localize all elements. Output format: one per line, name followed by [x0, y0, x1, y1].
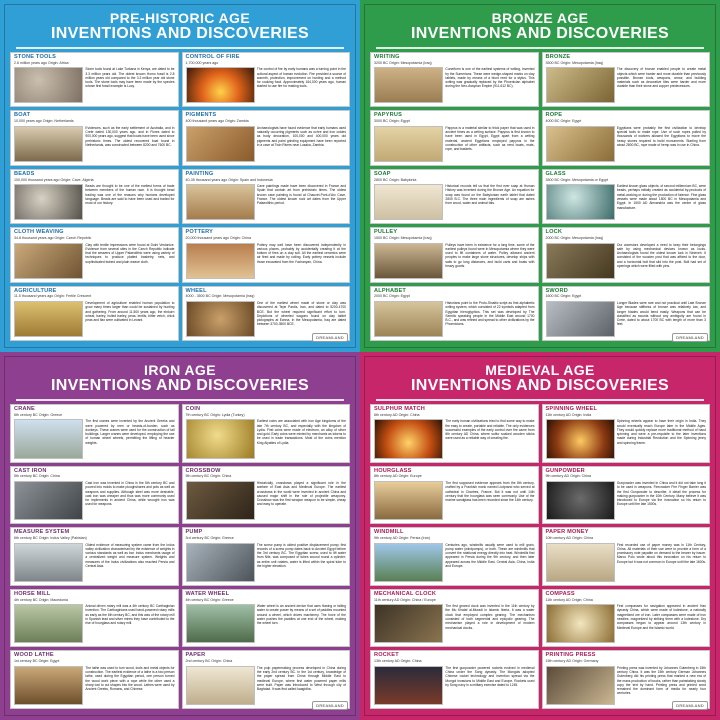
title-divider — [16, 47, 344, 49]
card-title: ALPHABET — [374, 287, 407, 294]
publisher-logo: DREAMLAND — [312, 701, 348, 710]
card-description: First compasses for navigation appeared in ancient Han dynasty China, which were made of lodestone, a naturally magnetized ore of iron. Later compasses were made of iron needles, magnetized by striking them with a lodestone. Dry compasses began to appear around 13th century in Medieval Europe and the Islamic world. — [616, 604, 706, 630]
card-crossbow[interactable] — [182, 466, 351, 525]
card-coin[interactable] — [182, 404, 351, 463]
card-papyrus[interactable] — [370, 110, 539, 165]
card-description: Historical records tell us that the first ever soap at Human History was invented during the Bronze Age. An equation for soap was found on the Babylonian earth tablet that dated 2800 B.C. The three main ingredients of soap are ashes from wood, water and animal fats. — [445, 184, 535, 206]
card-image-paper-money — [546, 543, 615, 582]
poster-title-line2: INVENTIONS AND DISCOVERIES — [411, 25, 669, 42]
card-meta: 3rd century BC Origin: Greece — [185, 536, 234, 541]
title-divider — [376, 399, 704, 401]
card-image-spinning-wheel — [546, 419, 615, 458]
publisher-logo: DREAMLAND — [312, 333, 348, 342]
card-image-glass — [546, 184, 615, 220]
card-description: Printing press was invented by Johannes Gutenberg in 15th century China. It was the 15th century German Johannes Gutenberg did his printing press that marked a new era of the mass production of books, rather than painstaking slowly copy the text by hand. Printing press and printed word remained the dominant form of media for nearly four centuries. — [616, 665, 706, 696]
card-title: WHEEL — [185, 287, 207, 294]
card-description: Stone tools found at Lake Turkana in Kenya, are dated to be 3.3 million years old. The oldest known Homo fossil is 2.8 million years old compared to the 3.3 million year old stone tools. The stone tools may have been made by the species whose first fossil example is Lucy. — [85, 67, 175, 89]
card-painting[interactable] — [182, 169, 351, 224]
card-title: CRANE — [14, 406, 35, 412]
card-description: Earliest known glass objects, of second millennium BC, were beads, perhaps initially created as accidental by-products of metal-working or during the production of faience. Fine glass vessels were made about 1500 BC in Mesopotamia and Egypt. In 1500 AD Alexandria was the center of glass manufacture. — [616, 184, 706, 210]
card-crane[interactable] — [10, 404, 179, 463]
card-column-left — [10, 404, 179, 709]
card-description: Egyptians were probably the first civilization to develop special tools to make rope. Use of such ropes pulled by thousands of workers allowed the Egyptians to move the heavy stones required to build monuments. Starting from about 2800 BC, rope made of hemp was in use in China. — [616, 125, 706, 147]
card-pottery[interactable] — [182, 227, 351, 282]
card-image-crane — [14, 419, 83, 458]
card-meta: 1st century BC Origin: Egypt — [14, 659, 60, 664]
card-description: The first geared clock was invented in the 11th century by the Mu Khalaf al-Muradi in Islamic Iberia. It was a water clock that employed complex gearing. The mechanism consisted of both segmental and epicyclic gearing. The mechanism played a role in development of modern mechanical clocks. — [445, 604, 535, 630]
card-description: One of the earliest wheel made of stone or clay was discovered at Tepe Pardis, Iran, and dated to 5200-4700 BCE. But the wheel required significant effort to turn. Depictions of wheeled wagons found on clay tablet pictographs at Eanna, in the Mesopotamia, Iraq are dated between 3700-3500 BCE. — [256, 300, 346, 327]
poster-title-medieval-age — [370, 361, 710, 397]
card-meta: 11.5 thousand years ago Origin: Fertile Crescent — [14, 294, 92, 299]
card-meta: 3500 BC Origin: Mesopotamia or Egypt — [545, 177, 609, 182]
card-image-measure-system — [14, 543, 83, 582]
card-image-control-of-fire — [186, 67, 255, 103]
card-image-agriculture — [14, 301, 83, 337]
card-image-water-wheel — [186, 604, 255, 643]
card-title: PAPYRUS — [374, 112, 403, 119]
publisher-logo: DREAMLAND — [672, 701, 708, 710]
card-description: The first gunpowder powered rockets evolved in medieval China under the Song dynasty. The Mongols adopted Chinese rocket technology and invention spread via the Mongol invasions to Middle East and Europe. Rockets used by Song navy in a military exercise dated to 1245. — [445, 665, 535, 687]
card-title: WOOD LATHE — [14, 652, 54, 659]
card-meta: 1,700,000 years ago — [185, 60, 219, 65]
card-mechanical-clock[interactable] — [370, 589, 539, 648]
card-image-coin — [186, 419, 255, 458]
card-description: Longer Blades were rare and not practical until Late Bronze Age because stiffness of bronze was relatively low, and longer blades would bend easily. Weapons that can be classified as swords without any ambiguity are found in Crete, dated to about 1700 BC with length of more than 3 feet. — [616, 300, 706, 327]
card-title: PAPER MONEY — [545, 529, 589, 536]
card-image-wood-lathe — [14, 666, 83, 705]
poster-title-line1: BRONZE AGE — [491, 10, 589, 26]
card-title: MECHANICAL CLOCK — [374, 590, 437, 597]
card-meta: 3500 BC Origin: Mesopotamia (Iraq) — [545, 60, 604, 65]
card-description: Historically, crossbows played a significant role in the warfare of East Asia and Medieval Europe. The earliest crossbows in the world were invented in ancient China and caused major shift in the role of projectile weaponry. Crossbow was the first weapon weapon to be simple, cheap and easy to operate. — [256, 480, 346, 507]
card-description: Pottery may well have been discovered independently in various places, probably by accidentally creating it at the bottom of fires on a clay soil. All the earliest ceramics were air fired and made by coiling. Early pottery vessels include those excavated from the Yuchanyan, China. — [256, 242, 346, 264]
card-title: CROSSBOW — [185, 467, 221, 474]
card-wood-lathe[interactable] — [10, 650, 179, 709]
card-description: Papyrus is a material similar to thick paper that was used in ancient times as a writing surface. Papyrus is first known to have been used in Egypt, Egypt apart from a writing material, ancient Egyptians employed papyrus in the construction of other artifacts, such as reed boats, mats, rope, and baskets. — [445, 125, 535, 152]
card-title: WATER WHEEL — [185, 590, 230, 597]
card-title: WINDMILL — [374, 529, 404, 536]
card-description: Clay with textile impressions were found at Dolni Vestonice. Evidence from several sites in the Czech Republic indicate that the weavers of Upper Palaeolithic were using variety of techniques to produce plaited basketry, nets, and sophisticated twined and plain weave cloth. — [85, 242, 175, 264]
card-description: Oldest evidence of measuring system came from the Indus valley civilization characterised by the existence of weights in various standards as well as bar. Indus merchants usage of a centralized weight and measure system. Weights and measures of the Indus civilizations also reached Persia and Central Asia. — [85, 542, 175, 568]
card-description: Water wheel is an ancient device that uses flowing or falling water to create power by means of a set of paddles mounted around a wheel, which drives machinery. The force of the water pushes the paddles at one end of the wheel, making the wheel turn. — [256, 604, 346, 626]
poster-iron-age — [0, 352, 360, 720]
poster-title-line1: PRE-HISTORIC AGE — [109, 10, 251, 26]
card-image-cast-iron — [14, 481, 83, 520]
card-description: Pulleys have been in existence for a long time, some of the earliest pulleys found were in Mesopotamia where they were used to lift containers of water. Pulley allowed ancient peoples to make large stone structures, develop ships with sails to go long distances, and build carts and boats with heavy goods. — [445, 242, 535, 268]
card-spinning-wheel[interactable] — [542, 404, 711, 463]
poster-title-line2: INVENTIONS AND DISCOVERIES — [51, 377, 309, 394]
card-meta: 3000 BC Origin: Egypt — [374, 119, 410, 124]
poster-title-bronze-age — [370, 9, 710, 45]
title-divider — [376, 47, 704, 49]
card-meta: 11th century AD Origin: India — [545, 412, 592, 417]
card-meta: 1600 BC Origin: Egypt — [545, 294, 582, 299]
card-horse-mill[interactable] — [10, 589, 179, 648]
card-description: Gunpowder was invented in China and it did not take long it to be used in weapons. Firecracker Fire Finger Barrier was the first Gunpowder to describe, it detail the process for making gunpowder in the 10th Century. Many believe it was introduced to Europe via the innovation so his return to Europe until the late 1500s. — [616, 480, 706, 507]
card-meta: 10th century AD Origin: China — [545, 536, 594, 541]
card-cast-iron[interactable] — [10, 466, 179, 525]
card-image-pump — [186, 543, 255, 582]
poster-title-line1: IRON AGE — [144, 362, 216, 378]
card-title: COIN — [185, 406, 201, 412]
card-description: The screw pump is oldest positive displacement pump; first records of a screw pump dates back to Ancient Egypt before the 3rd century BC. The Egyptian screw, used to lift water from Nile, was composed of tubes wound round a cylinder; as entire unit rotates, water is lifted within the spiral tube to the higher elevation. — [256, 542, 346, 568]
card-meta: 11th century AD Origin: China — [545, 597, 593, 602]
card-image-boat — [14, 126, 83, 162]
card-boat[interactable] — [10, 110, 179, 165]
card-image-writing — [374, 67, 443, 103]
card-description: Cast iron was invented in China in the 5th century BC and poured into molds to make ploughshares and pots as well as weapons and supplies. Although steel was more desirable, cast iron was cheaper and thus was more commonly used for implements in ancient China, while wrought iron was used for weapons. — [85, 480, 175, 507]
publisher-logo: DREAMLAND — [672, 333, 708, 342]
card-title: STONE TOOLS — [14, 54, 57, 60]
card-meta: 7th century BC Origin: Lydia (Turkey) — [185, 412, 245, 417]
card-image-printing-press — [546, 666, 615, 705]
card-meta: 13th century AD Origin: China — [374, 659, 422, 664]
card-description: Our ancestors developed a need to keep their belongings safe by using mechanical devices known as locks. Archaeologists found the oldest known lock in Nineveh. It consisted of the wooden post that was affixed to the door, and a horizontal bolt that slid into the post. Bolt had set of openings which were filled with pins. — [616, 242, 706, 268]
card-description: Archaeologists have found evidence that early humans used naturally occurring pigments such as ochre and iron oxides as body decoration, 100,000 and 400,000 years old pigments and paint grinding equipment have been reported in a cave at Twin Rivers near Lusaka, Zambia. — [256, 125, 346, 147]
card-column-left — [370, 52, 539, 341]
card-image-soap — [374, 184, 443, 220]
card-title: BRONZE — [545, 54, 571, 60]
card-image-pulley — [374, 243, 443, 279]
card-title: ROCKET — [374, 652, 399, 659]
card-agriculture[interactable] — [10, 286, 179, 341]
card-image-mechanical-clock — [374, 604, 443, 643]
poster-title-iron-age — [10, 361, 350, 397]
card-description: The first supposed evidence appears from the 8th century, crafted by a Frankish monk named Liutprand who served at cathedral in Chartres, France. But it was not until 14th century that the hourglass was seen commonly. Use of the marine sandglass has been recorded since the 14th century. — [445, 480, 535, 503]
card-meta: 2nd century BC Origin: China — [185, 659, 233, 664]
card-description: Evidences, such as the early settlement of Australia, and in Crete dated 130,000 years ago, and in Flores dated to 900,000 years ago, suggest that boats have been used since prehistoric times. The oldest recovered boat found in Netherlands, was constructed between 8200 and 7600 BC. — [85, 125, 175, 147]
card-meta: 4th century BC Origin: Greece — [185, 597, 234, 602]
card-image-lock — [546, 243, 615, 279]
card-title: ROPE — [545, 112, 563, 119]
card-description: The first cranes were invented by the Ancient Greeks and were powered by men or beasts-of-burden, such as donkeys. These cranes were used for the construction of tall buildings. Larger cranes were developed, employing the use of human wheel wheels, permitting the lifting of heavier weights. — [85, 419, 175, 445]
card-column-left — [370, 404, 539, 709]
card-title: MEASURE SYSTEM — [14, 529, 70, 536]
card-title: SOAP — [374, 170, 391, 177]
card-pump[interactable] — [182, 527, 351, 586]
card-paper-money[interactable] — [542, 527, 711, 586]
card-image-bronze — [546, 67, 615, 103]
card-image-beads — [14, 184, 83, 220]
card-pulley[interactable] — [370, 227, 539, 282]
card-image-horse-mill — [14, 604, 83, 643]
card-title: PAINTING — [185, 170, 214, 177]
card-stone-tools[interactable] — [10, 52, 179, 107]
card-title: BEADS — [14, 170, 35, 177]
card-meta: 9th century AD Origin: China — [545, 474, 592, 479]
card-meta: 8th century AD Origin: Europe — [374, 474, 422, 479]
card-image-paper — [186, 666, 255, 705]
card-pigments[interactable] — [182, 110, 351, 165]
card-image-rocket — [374, 666, 443, 705]
card-title: PAPER — [185, 652, 206, 659]
card-meta: 2.6 million years ago Origin: Africa — [14, 60, 69, 65]
card-title: PUMP — [185, 529, 203, 536]
card-meta: 2800 BC Origin: Babylonia — [374, 177, 417, 182]
card-image-stone-tools — [14, 67, 83, 103]
card-sulphur-match[interactable] — [370, 404, 539, 463]
card-title: GLASS — [545, 170, 566, 177]
card-meta: 3200 BC Origin: Mesopotamia (Iraq) — [374, 60, 432, 65]
card-meta: 2000 BC Origin: Mesopotamia (Iraq) — [545, 236, 604, 241]
card-compass[interactable] — [542, 589, 711, 648]
card-title: POTTERY — [185, 229, 214, 236]
card-grid-bronze-age — [370, 52, 710, 341]
card-column-right — [542, 52, 711, 341]
card-description: Development of agriculture enabled human population to grow many times larger than could be sustained by hunting and gathering. From around 11,500 years ago, the einkorn wheat, barley, hulled barley, peas, lentils, bitter vetch, chick peas and flax were cultivated in Levant. — [85, 300, 175, 323]
card-bronze[interactable] — [542, 52, 711, 107]
card-image-hourglass — [374, 481, 443, 520]
card-grid-medieval-age — [370, 404, 710, 709]
card-image-wheel — [186, 301, 255, 337]
poster-title-line1: MEDIEVAL AGE — [485, 362, 595, 378]
card-image-papyrus — [374, 126, 443, 162]
card-title: CLOTH WEAVING — [14, 229, 64, 236]
card-image-crossbow — [186, 481, 255, 520]
poster-pre-historic — [0, 0, 360, 352]
card-soap[interactable] — [370, 169, 539, 224]
card-glass[interactable] — [542, 169, 711, 224]
card-title: GUNPOWDER — [545, 467, 585, 474]
poster-bronze-age — [360, 0, 720, 352]
card-meta: 400 thousand years ago Origin: Zambia — [185, 119, 249, 124]
card-hourglass[interactable] — [370, 466, 539, 525]
card-meta: 11th century AD Origin: China / Europe — [374, 597, 436, 602]
card-windmill[interactable] — [370, 527, 539, 586]
card-image-painting — [186, 184, 255, 220]
card-image-compass — [546, 604, 615, 643]
card-title: LOCK — [545, 229, 563, 236]
card-lock[interactable] — [542, 227, 711, 282]
card-description: Cave paintings made have been discovered in France and Spain that contain art from prehistoric times. The oldest known cave painting is found at Chauvet-Pont-d'Arc Cave, France. The oldest known rock art dates from the Upper Palaeolithic period. — [256, 184, 346, 206]
card-description: Spinning wheels appear to have their origin in India. They would eventually reach Europe later in the Middle Ages. They would quickly replace more traditional method of hand spinning and were a pre-requisite to the later inventions made during Industrial Revolution and the Spinning jenny and spinning frame. — [616, 419, 706, 445]
card-meta: 6th century BC Origin: Greece — [14, 412, 63, 417]
card-water-wheel[interactable] — [182, 589, 351, 648]
card-title: PULLEY — [374, 229, 398, 236]
card-title: HORSE MILL — [14, 590, 51, 597]
card-image-windmill — [374, 543, 443, 582]
card-beads[interactable] — [10, 169, 179, 224]
card-description: Animal driven rotary mill was a 4th century BC Carthaginian invention. The Carthaginians used hand-powered rotary mills as early as the 6th century BC, and this was of the rotary mill in Spanish lead and silver mines they have contributed to the rise of hourglass and rotary mill. — [85, 604, 175, 626]
poster-title-line2: INVENTIONS AND DISCOVERIES — [51, 25, 309, 42]
card-meta: 2000 BC Origin: Egypt — [374, 294, 410, 299]
card-meta: 4th century BC Origin: Macedonia — [14, 597, 68, 602]
card-measure-system[interactable] — [10, 527, 179, 586]
card-column-right — [182, 52, 351, 341]
card-meta: 5th century BC Origin: China — [185, 474, 232, 479]
poster-title-line2: INVENTIONS AND DISCOVERIES — [411, 377, 669, 394]
card-description: Cuneiform is one of the earliest systems of writing, invented by the Sumerians. These were wedge-shaped marks on clay tablets, made by means of a blunt reed for a stylus. This writing was gradually replaced by the Phoenician alphabet during the Neo-Assyrian Empire (911-612 BC). — [445, 67, 535, 89]
card-alphabet[interactable] — [370, 286, 539, 341]
card-column-right — [182, 404, 351, 709]
card-description: Earliest coins are associated with Iron Age kingdoms of the late 7th century BC, and especially with the kingdom of Lydia. First coins were made of electrum, an alloy of silver and gold. Early coins were minted by merchants as tokens to be used in trade transactions. Most of the coins mention King Alyattes of Lydia. — [256, 419, 346, 445]
card-image-sulphur-match — [374, 419, 443, 458]
card-meta: 15th century AD Origin: Germany — [545, 659, 599, 664]
card-title: CAST IRON — [14, 467, 47, 474]
card-gunpowder[interactable] — [542, 466, 711, 525]
card-column-left — [10, 52, 179, 341]
card-title: WRITING — [374, 54, 400, 60]
card-title: AGRICULTURE — [14, 287, 57, 294]
card-title: PRINTING PRESS — [545, 652, 596, 659]
card-meta: 1500 BC Origin: Mesopotamia (Iraq) — [374, 236, 432, 241]
card-grid-pre-historic — [10, 52, 350, 341]
card-meta: 6th century BC Origin: Indus Valley (Pakistan) — [14, 536, 87, 541]
card-meta: 4000 - 3500 BC Origin: Mesopotamia (Iraq) — [185, 294, 255, 299]
poster-medieval-age — [360, 352, 720, 720]
card-image-alphabet — [374, 301, 443, 337]
card-rope[interactable] — [542, 110, 711, 165]
card-description: Historians point to the Proto-Sinaitic script as first alphabetic writing system, which consisted of 22 symbols adapted from Egyptian hieroglyphics. This set was developed by The Semitic speaking people in the Middle East around 1700 B.C., and was refined and spread to other civilizations by the Phoenicians. — [445, 300, 535, 327]
card-description: The early human civilizations tried to find some way to make fire easy to create, portable and reliable. The only evidences successful examples of the early control over fire came from 6th century AD China, where sulfur soaked wooden sticks were used as a reliable way of creating fire. — [445, 419, 535, 441]
card-title: COMPASS — [545, 590, 575, 597]
card-meta: 6th century AD Origin: China — [374, 412, 420, 417]
card-meta: 10,000 years ago Origin: Netherlands — [14, 119, 74, 124]
card-description: First recorded use of paper money was in 11th Century, China. All materials of their use were to provide a form of a promissory note payable on demand to the bearer by issuer. Marco Polo wrote about this innovation on his return to Europe but it was not common in Europe until the late 1600s. — [616, 542, 706, 564]
card-image-pigments — [186, 126, 255, 162]
card-image-rope — [546, 126, 615, 162]
card-title: SPINNING WHEEL — [545, 406, 598, 412]
card-cloth-weaving[interactable] — [10, 227, 179, 282]
card-title: SULPHUR MATCH — [374, 406, 425, 412]
card-meta: 100,000 thousand years ago Origin: Cave, Algeria — [14, 177, 94, 182]
card-title: CONTROL OF FIRE — [185, 54, 240, 60]
card-meta: 9th century AD Origin: Persia (Iran) — [374, 536, 430, 541]
card-meta: 40-35 thousand years ago Origin: Spain and Indonesia — [185, 177, 273, 182]
card-meta: 34.8 thousand years ago Origin: Czech Republic — [14, 236, 92, 241]
card-column-right — [542, 404, 711, 709]
card-description: The lathe was used to turn wood, tools and metal objects for construction. The earliest evidence of a lathe is a two person lathe, used during the Egyptian period, one person turned the wood work piece with a rope while the other used a sharp tool to cut shapes into the wood. Lathes were used by Ancient Greeks, Romans, and Chinese. — [85, 665, 175, 692]
card-rocket[interactable] — [370, 650, 539, 709]
card-title: BOAT — [14, 112, 31, 119]
card-image-gunpowder — [546, 481, 615, 520]
card-meta: 4000 BC Origin: Egypt — [545, 119, 582, 124]
card-title: SWORD — [545, 287, 568, 294]
card-grid-iron-age — [10, 404, 350, 709]
card-image-cloth-weaving — [14, 243, 83, 279]
card-meta: 20,000 thousand years ago Origin: China — [185, 236, 252, 241]
poster-title-pre-historic — [10, 9, 350, 45]
card-description: Beads are thought to be one of the earliest forms of trade between members of the human race. It is thought bead trading was one of the reasons why humans developed language. Beads are said to have been used and traded for most of our history. — [85, 184, 175, 206]
card-description: The control of fire by early humans was a turning point in the cultural aspect of human evolution. Fire provided a source of warmth, protection, improvement on hunting and a method for cooking food. Approximately 164,000 years ago, human started to use fire for making tools. — [256, 67, 346, 89]
card-meta: 5th century BC Origin: China — [14, 474, 60, 479]
card-description: Centuries ago, windmills usually were used to mill grain, pump water (windpumps), or both. These are windmills that convert the rotational energy directly into heat. Windmills first appeared in Persia during the 9th century, and then later appeared across the Middle East, Central Asia, China, India and Europe. — [445, 542, 535, 568]
card-writing[interactable] — [370, 52, 539, 107]
card-description: The pulp papermaking process developed in China during the early 2nd century BC. In the 1st century, knowledge of the paper spread from China through Middle East to medieval Europe, where first water powered paper mills were built. Paper was introduced to West through city of Baghdad. It was first called kaagidha. — [256, 665, 346, 692]
card-description: The discovery of bronze enabled people to create metal objects which were harder and more durable than previously possible. Bronze tools, weapons, armor, and building materials such as decorative tiles were harder and more durable than their stone and copper predecessors. — [616, 67, 706, 89]
card-title: HOURGLASS — [374, 467, 412, 474]
card-control-of-fire[interactable] — [182, 52, 351, 107]
card-image-pottery — [186, 243, 255, 279]
card-image-sword — [546, 301, 615, 337]
card-title: PIGMENTS — [185, 112, 217, 119]
title-divider — [16, 399, 344, 401]
